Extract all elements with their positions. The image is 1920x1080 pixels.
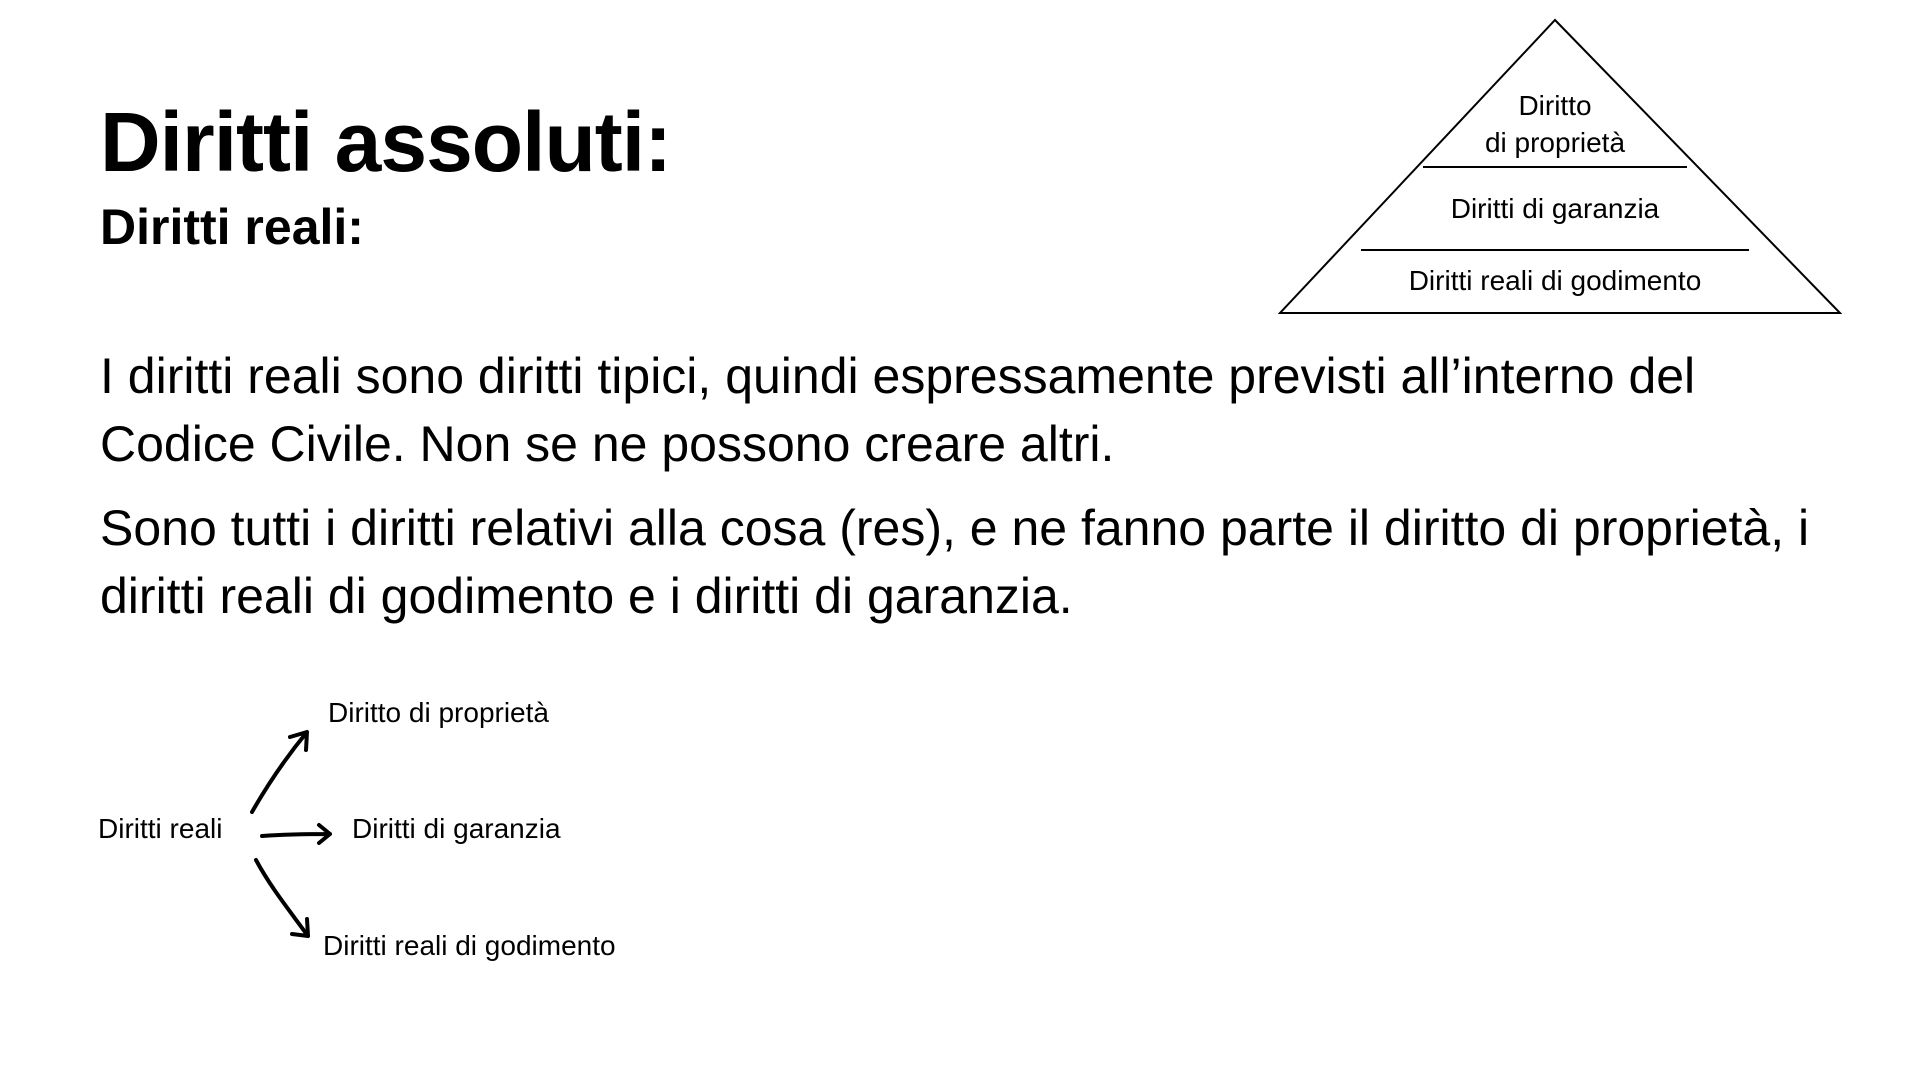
slide-title: Diritti assoluti:	[100, 95, 672, 189]
diagram-root-label: Diritti reali	[98, 813, 223, 844]
paragraph-categories: Sono tutti i diritti relativi alla cosa (res), e ne fanno parte il diritto di proprietà, i diritti reali di godimento e i diritti di garanzia.	[100, 500, 1810, 624]
arrow-down-icon	[256, 860, 308, 936]
arrow-right-icon	[262, 825, 330, 843]
diagram-branch-garanzia: Diritti di garanzia	[352, 813, 561, 844]
pyramid-level-top-line2: di proprietà	[1484, 127, 1626, 158]
arrow-up-icon	[252, 732, 307, 812]
pyramid-level-bottom: Diritti reali di godimento	[1408, 265, 1702, 296]
paragraph-definition: I diritti reali sono diritti tipici, quindi espressamente previsti all’interno del Codice Civile. Non se ne possono creare altri.	[100, 348, 1696, 472]
rights-pyramid	[1270, 10, 1870, 320]
pyramid-level-top-line1: Diritto	[1518, 90, 1592, 121]
slide-subtitle: Diritti reali:	[100, 199, 364, 255]
diagram-branch-godimento: Diritti reali di godimento	[323, 930, 616, 961]
diagram-arrows	[240, 720, 350, 950]
pyramid-level-middle: Diritti di garanzia	[1450, 193, 1660, 224]
diagram-branch-proprieta: Diritto di proprietà	[328, 697, 549, 728]
